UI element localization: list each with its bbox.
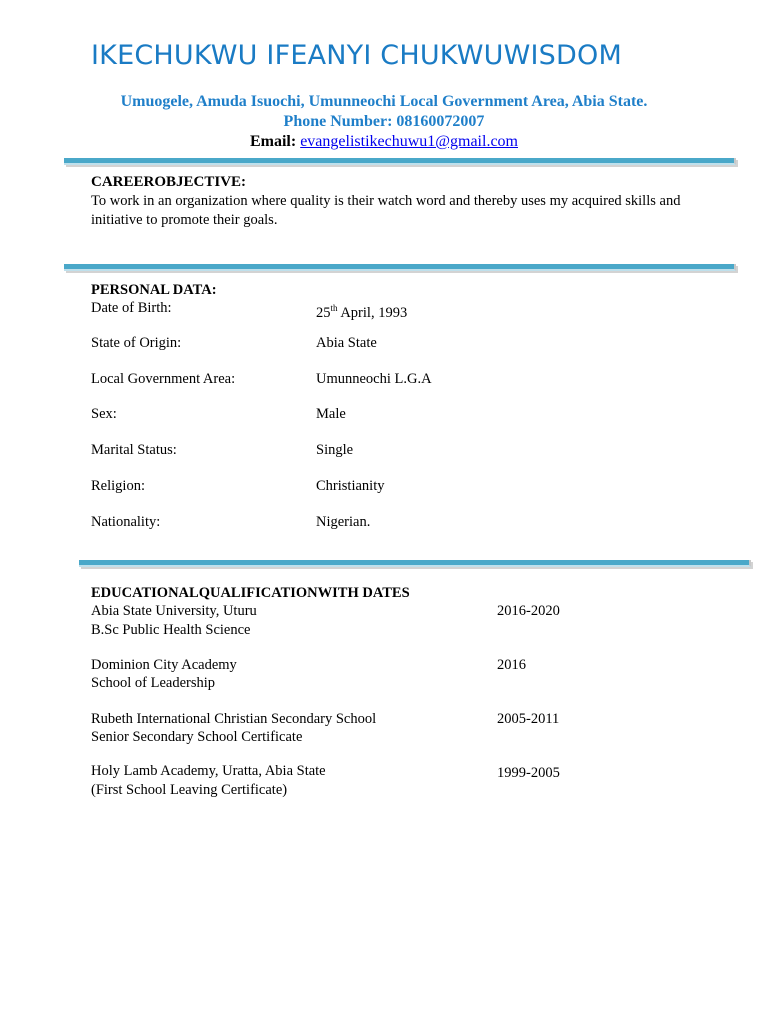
education-qualification: B.Sc Public Health Science — [91, 622, 251, 638]
career-objective-heading: CAREEROBJECTIVE: — [91, 174, 247, 190]
marital-status-label: Marital Status: — [91, 442, 177, 458]
lga-label: Local Government Area: — [91, 371, 236, 387]
education-dates: 2005-2011 — [497, 711, 560, 727]
career-objective-text: To work in an organization where quality is their watch word and thereby uses my acquired skills and initiative to promote their goals. — [91, 193, 681, 228]
section-divider — [64, 264, 736, 271]
lga-value: Umunneochi L.G.A — [316, 371, 432, 387]
religion-label: Religion: — [91, 478, 145, 494]
nationality-label: Nationality: — [91, 514, 161, 530]
section-divider — [79, 560, 751, 567]
education-institution: Dominion City Academy — [91, 657, 237, 673]
education-institution: Holy Lamb Academy, Uratta, Abia State — [91, 763, 326, 779]
education-dates: 1999-2005 — [497, 765, 560, 781]
dob-value: 25th April, 1993 — [316, 303, 408, 321]
address-line: Umuogele, Amuda Isuochi, Umunneochi Local Government Area, Abia State. — [120, 93, 648, 110]
state-of-origin-label: State of Origin: — [91, 335, 182, 351]
email-label: Email: — [249, 133, 297, 150]
religion-value: Christianity — [316, 478, 385, 494]
education-qualification: School of Leadership — [91, 675, 216, 691]
nationality-value: Nigerian. — [316, 514, 371, 530]
education-qualification: Senior Secondary School Certificate — [91, 729, 303, 745]
sex-value: Male — [316, 406, 346, 422]
education-institution: Rubeth International Christian Secondary School — [91, 711, 377, 727]
email-link[interactable]: evangelistikechuwu1@gmail.com — [300, 133, 518, 150]
phone-line: Phone Number: 08160072007 — [283, 113, 485, 130]
candidate-name: IKECHUKWU IFEANYI CHUKWUWISDOM — [91, 40, 622, 71]
education-dates: 2016 — [497, 657, 526, 673]
personal-data-heading: PERSONAL DATA: — [91, 282, 217, 298]
education-dates: 2016-2020 — [497, 603, 560, 619]
education-institution: Abia State University, Uturu — [91, 603, 257, 619]
section-divider — [64, 158, 736, 165]
state-of-origin-value: Abia State — [316, 335, 377, 351]
education-qualification: (First School Leaving Certificate) — [91, 782, 288, 798]
dob-label: Date of Birth: — [91, 300, 172, 316]
marital-status-value: Single — [316, 442, 354, 458]
education-heading: EDUCATIONALQUALIFICATIONWITH DATES — [91, 585, 410, 601]
email-line — [0, 133, 768, 151]
sex-label: Sex: — [91, 406, 117, 422]
